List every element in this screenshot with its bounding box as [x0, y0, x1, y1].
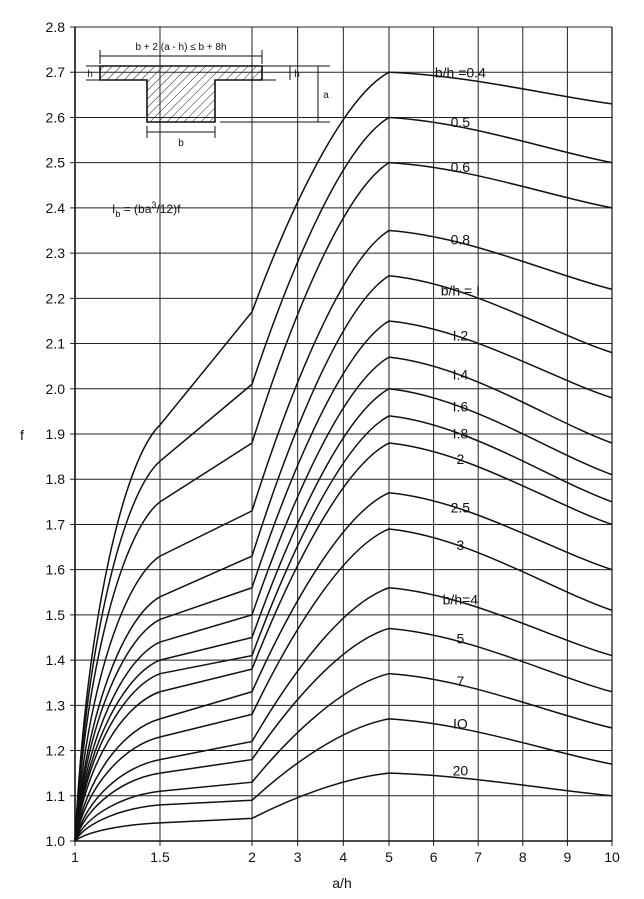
y-tick-label: 2.5: [45, 154, 65, 171]
y-tick-label: 1.7: [45, 516, 65, 533]
curve-label: I.6: [452, 398, 469, 415]
t-beam-inset: [86, 42, 330, 149]
y-tick-label: 2.1: [45, 335, 65, 352]
curve-label: 2: [456, 451, 465, 468]
curve-label: 7: [456, 673, 465, 690]
tick-labels: [46, 19, 620, 865]
y-tick-label: 1.0: [45, 833, 65, 849]
curve-label: b/h = I: [440, 282, 481, 299]
y-tick-label: 2.6: [45, 109, 65, 126]
t-beam-section: [100, 66, 262, 122]
inset-left-h: h: [87, 69, 93, 80]
y-tick-label: 1.9: [45, 426, 65, 442]
y-tick-label: 2.7: [45, 64, 65, 81]
curve-label: I.8: [452, 425, 469, 442]
y-tick-label: 2.8: [45, 19, 65, 35]
inset-depth-a: a: [323, 90, 329, 101]
inset-flange-h: h: [294, 69, 300, 80]
curve-label: I.4: [452, 366, 469, 383]
y-tick-label: 1.6: [45, 561, 65, 578]
x-tick-label: 4: [339, 849, 348, 865]
y-tick-label: 1.1: [45, 787, 65, 804]
y-tick-label: 1.5: [45, 606, 65, 623]
curve-label: 2.5: [450, 499, 471, 516]
x-tick-label: 1.5: [150, 849, 170, 865]
y-tick-label: 1.2: [45, 742, 65, 759]
curve-label: I.2: [452, 327, 469, 344]
curve-label: 0.6: [450, 159, 471, 176]
curve-label: 0.8: [450, 231, 471, 248]
x-tick-label: 1: [71, 849, 79, 865]
y-tick-label: 1.3: [45, 697, 65, 714]
y-tick-label: 2.3: [45, 245, 65, 262]
x-tick-label: 10: [604, 849, 620, 865]
y-tick-label: 1.8: [45, 471, 65, 488]
y-tick-label: 1.4: [45, 652, 65, 669]
curve-label: 0.5: [450, 113, 471, 130]
x-tick-label: 7: [474, 849, 483, 865]
curve-label: 3: [456, 537, 465, 554]
x-tick-label: 5: [385, 849, 393, 865]
inset-top-dimension: b + 2 (a - h) ≤ b + 8h: [135, 42, 227, 53]
x-tick-label: 3: [293, 849, 302, 865]
y-tick-label: 2.2: [45, 290, 65, 307]
curve-label: b/h=4: [442, 591, 479, 608]
x-tick-label: 2: [248, 849, 256, 865]
x-tick-label: 9: [563, 849, 572, 865]
y-tick-label: 2.0: [45, 380, 65, 397]
x-tick-label: 8: [518, 849, 527, 865]
x-axis-label: a/h: [332, 875, 352, 891]
curve-label: 5: [456, 630, 465, 647]
formula: $I_b = (ba^3/12)f$: [112, 200, 181, 219]
curve-label: 20: [452, 762, 469, 779]
y-axis-label: f: [20, 427, 24, 443]
curve-label: IO: [452, 715, 468, 732]
y-tick-label: 2.4: [45, 199, 65, 216]
inset-bottom-dimension: b: [178, 138, 184, 149]
curve-label: b/h =0.4: [434, 64, 486, 81]
x-tick-label: 6: [429, 849, 438, 865]
